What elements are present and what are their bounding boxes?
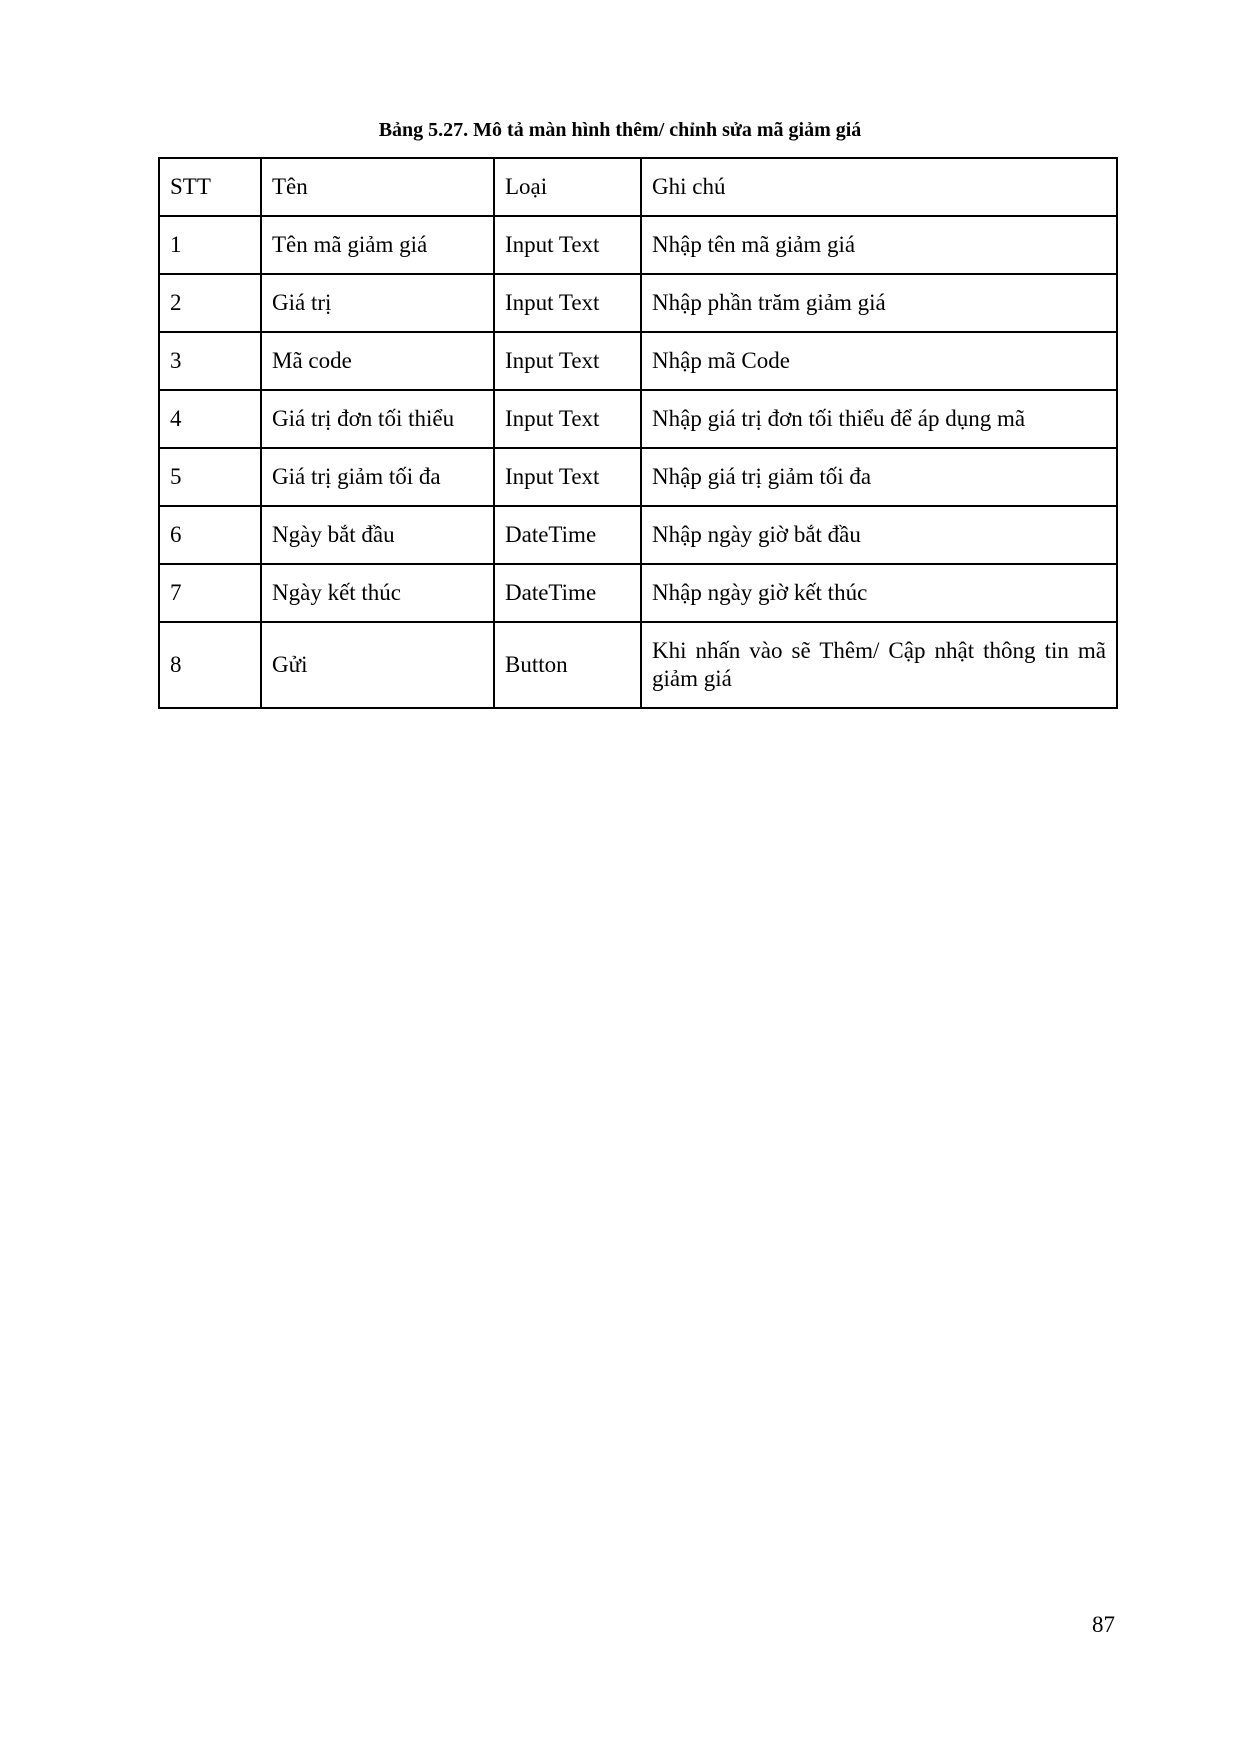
- cell-name: Tên mã giảm giá: [261, 216, 494, 274]
- header-cell-stt: STT: [159, 158, 261, 216]
- cell-type: DateTime: [494, 564, 641, 622]
- cell-stt: 6: [159, 506, 261, 564]
- cell-name: Ngày bắt đầu: [261, 506, 494, 564]
- cell-stt: 8: [159, 622, 261, 708]
- cell-note: Nhập ngày giờ kết thúc: [641, 564, 1117, 622]
- cell-note: Nhập giá trị đơn tối thiểu để áp dụng mã: [641, 390, 1117, 448]
- page-number: 87: [1092, 1612, 1115, 1637]
- table-row: [159, 274, 1117, 332]
- table-row: [159, 390, 1117, 448]
- cell-name: Mã code: [261, 332, 494, 390]
- header-cell-note: Ghi chú: [641, 158, 1117, 216]
- table-row: [159, 332, 1117, 390]
- table-row: [159, 216, 1117, 274]
- table-caption: Bảng 5.27. Mô tả màn hình thêm/ chỉnh sửa mã giảm giá: [378, 119, 862, 141]
- cell-note: Khi nhấn vào sẽ Thêm/ Cập nhật thông tin mã giảm giá: [641, 622, 1117, 708]
- cell-type: Button: [494, 622, 641, 708]
- description-table: [158, 157, 1118, 709]
- cell-type: Input Text: [494, 448, 641, 506]
- table-header-row: [159, 158, 1117, 216]
- cell-type: Input Text: [494, 216, 641, 274]
- cell-name: Giá trị đơn tối thiểu: [261, 390, 494, 448]
- cell-note: Nhập ngày giờ bắt đầu: [641, 506, 1117, 564]
- cell-note: Nhập giá trị giảm tối đa: [641, 448, 1117, 506]
- cell-stt: 4: [159, 390, 261, 448]
- header-cell-type: Loại: [494, 158, 641, 216]
- table-row: [159, 506, 1117, 564]
- cell-type: DateTime: [494, 506, 641, 564]
- cell-type: Input Text: [494, 274, 641, 332]
- cell-stt: 3: [159, 332, 261, 390]
- cell-note: Nhập mã Code: [641, 332, 1117, 390]
- cell-name: Giá trị: [261, 274, 494, 332]
- cell-stt: 7: [159, 564, 261, 622]
- cell-name: Giá trị giảm tối đa: [261, 448, 494, 506]
- cell-type: Input Text: [494, 390, 641, 448]
- cell-type: Input Text: [494, 332, 641, 390]
- header-cell-name: Tên: [261, 158, 494, 216]
- table-row: [159, 622, 1117, 708]
- table-row: [159, 448, 1117, 506]
- cell-name: Gửi: [261, 622, 494, 708]
- cell-stt: 2: [159, 274, 261, 332]
- cell-note: Nhập phần trăm giảm giá: [641, 274, 1117, 332]
- table-row: [159, 564, 1117, 622]
- cell-note: Nhập tên mã giảm giá: [641, 216, 1117, 274]
- cell-stt: 5: [159, 448, 261, 506]
- cell-name: Ngày kết thúc: [261, 564, 494, 622]
- cell-stt: 1: [159, 216, 261, 274]
